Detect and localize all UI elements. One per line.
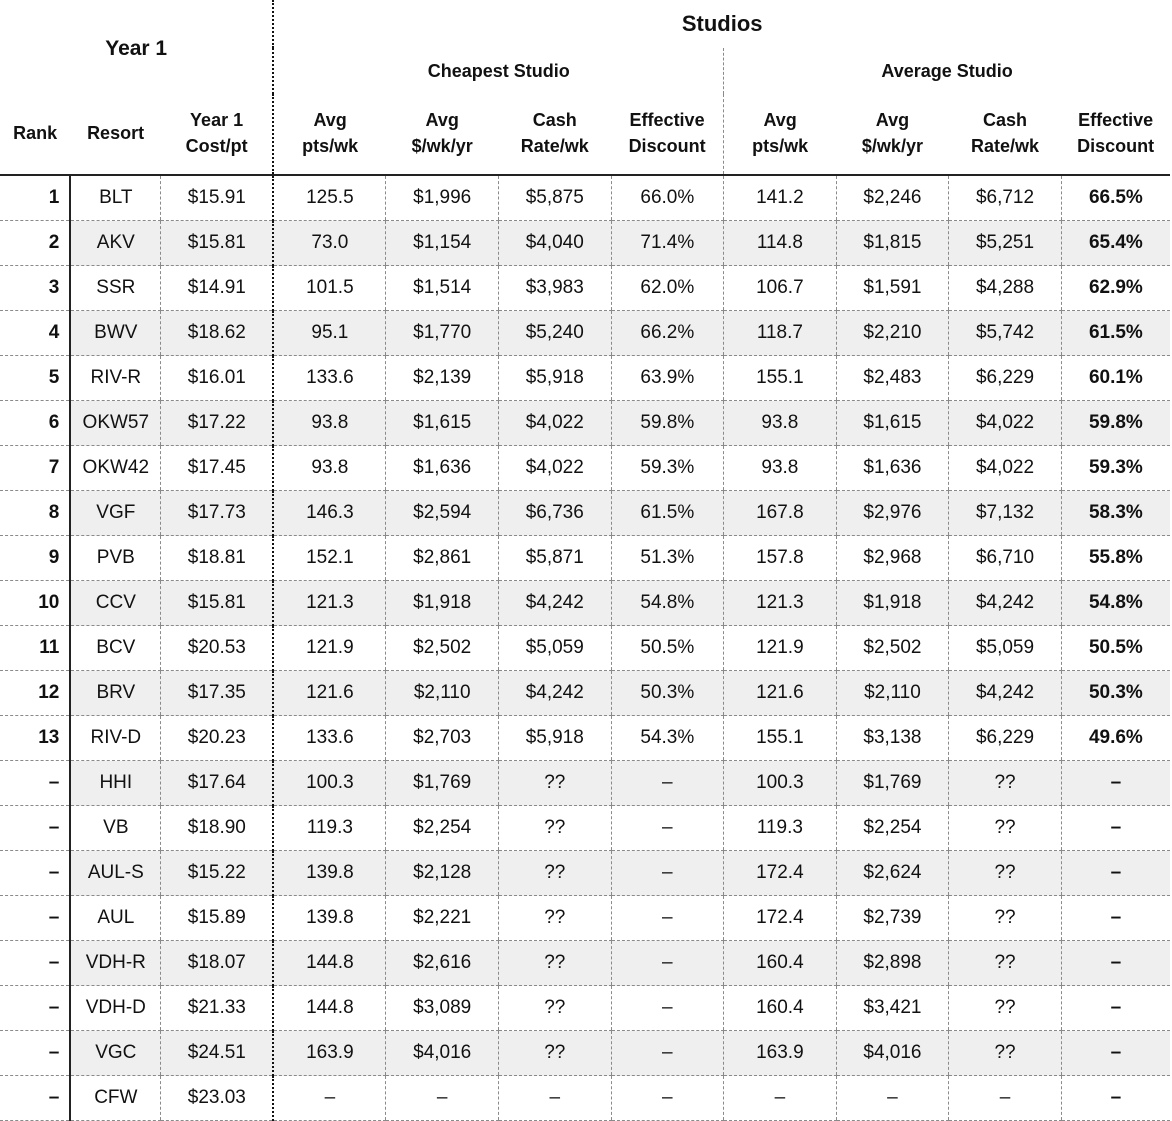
table-row [0, 671, 1170, 716]
cell-cost-per-point: $23.03 [161, 1076, 274, 1121]
cell-cheapest-dollar: $1,514 [386, 266, 499, 311]
cell-resort: VDH-D [70, 986, 160, 1031]
cell-rank: – [0, 986, 70, 1031]
cell-cheapest-discount: 50.3% [611, 671, 724, 716]
cell-cheapest-discount: 61.5% [611, 491, 724, 536]
cell-average-discount: 58.3% [1061, 491, 1170, 536]
table-row [0, 1076, 1170, 1121]
cell-average-pts: 121.3 [724, 581, 837, 626]
cell-cheapest-pts: 146.3 [273, 491, 386, 536]
header-line2: $/wk/yr [861, 136, 923, 156]
table-row [0, 175, 1170, 221]
cell-cheapest-discount: 62.0% [611, 266, 724, 311]
cell-cheapest-dollar: $1,770 [386, 311, 499, 356]
cell-cheapest-discount: 63.9% [611, 356, 724, 401]
cell-cheapest-pts: 95.1 [273, 311, 386, 356]
header-line1: Cash [983, 110, 1028, 130]
cell-cheapest-cash: $5,871 [498, 536, 611, 581]
header-line1: Avg [875, 110, 910, 130]
cell-cheapest-pts: 100.3 [273, 761, 386, 806]
cell-average-pts: 155.1 [724, 716, 837, 761]
cell-average-dollar: $3,138 [836, 716, 949, 761]
cell-cheapest-cash: $4,022 [498, 446, 611, 491]
cell-cost-per-point: $15.22 [161, 851, 274, 896]
cell-average-cash: $6,712 [949, 175, 1062, 221]
year-group-header: Year 1 [105, 37, 168, 60]
cell-average-cash: $5,059 [949, 626, 1062, 671]
col-header-average-dollar [836, 94, 949, 175]
cell-cheapest-cash: $5,918 [498, 356, 611, 401]
cell-cheapest-dollar: $4,016 [386, 1031, 499, 1076]
cell-resort: HHI [70, 761, 160, 806]
cell-cheapest-discount: 59.3% [611, 446, 724, 491]
cell-resort: RIV-D [70, 716, 160, 761]
cell-rank: 12 [0, 671, 70, 716]
cell-cost-per-point: $21.33 [161, 986, 274, 1031]
cell-average-dollar: $2,898 [836, 941, 949, 986]
cell-average-dollar: $1,815 [836, 221, 949, 266]
cell-cost-per-point: $15.81 [161, 221, 274, 266]
cell-cheapest-dollar: $2,703 [386, 716, 499, 761]
table-row [0, 536, 1170, 581]
cell-resort: VGF [70, 491, 160, 536]
cell-cheapest-dollar: $2,110 [386, 671, 499, 716]
cell-average-discount: – [1061, 986, 1170, 1031]
cell-cheapest-cash: ?? [498, 1031, 611, 1076]
cell-cheapest-discount: 50.5% [611, 626, 724, 671]
cell-average-dollar: $2,254 [836, 806, 949, 851]
cell-average-cash: ?? [949, 1031, 1062, 1076]
cell-cheapest-pts: 133.6 [273, 356, 386, 401]
table-row [0, 806, 1170, 851]
cell-cheapest-cash: ?? [498, 941, 611, 986]
cell-resort: BWV [70, 311, 160, 356]
cell-average-discount: 49.6% [1061, 716, 1170, 761]
cell-rank: – [0, 1031, 70, 1076]
cell-cheapest-dollar: $2,254 [386, 806, 499, 851]
cell-cheapest-discount: 66.0% [611, 175, 724, 221]
table-row [0, 851, 1170, 896]
cell-average-discount: 50.5% [1061, 626, 1170, 671]
cell-average-discount: 65.4% [1061, 221, 1170, 266]
cell-average-cash: ?? [949, 761, 1062, 806]
cell-resort: BCV [70, 626, 160, 671]
cell-average-cash: $4,288 [949, 266, 1062, 311]
cell-cheapest-discount: – [611, 1076, 724, 1121]
cell-cheapest-pts: 139.8 [273, 896, 386, 941]
cell-cheapest-dollar: $3,089 [386, 986, 499, 1031]
cell-cheapest-pts: 133.6 [273, 716, 386, 761]
header-line2: Rate/wk [520, 136, 589, 156]
header-line1: Effective [1078, 110, 1154, 130]
cell-average-pts: 121.6 [724, 671, 837, 716]
cell-resort: CFW [70, 1076, 160, 1121]
cell-rank: 8 [0, 491, 70, 536]
cell-cheapest-cash: ?? [498, 806, 611, 851]
table-row [0, 986, 1170, 1031]
cell-cheapest-discount: – [611, 761, 724, 806]
cell-cheapest-pts: 121.3 [273, 581, 386, 626]
cell-cheapest-discount: 54.8% [611, 581, 724, 626]
cell-resort: PVB [70, 536, 160, 581]
cell-cheapest-pts: 121.6 [273, 671, 386, 716]
cell-rank: 3 [0, 266, 70, 311]
table-row [0, 446, 1170, 491]
cell-cheapest-cash: $5,875 [498, 175, 611, 221]
cell-cheapest-pts: 119.3 [273, 806, 386, 851]
cell-average-pts: 119.3 [724, 806, 837, 851]
cell-cost-per-point: $17.64 [161, 761, 274, 806]
cell-average-pts: 160.4 [724, 986, 837, 1031]
cell-cheapest-dollar: $1,769 [386, 761, 499, 806]
cell-cheapest-cash: $4,242 [498, 581, 611, 626]
cell-average-dollar: $1,769 [836, 761, 949, 806]
cell-average-cash: $6,710 [949, 536, 1062, 581]
cell-average-cash: $4,242 [949, 581, 1062, 626]
cell-resort: OKW57 [70, 401, 160, 446]
cell-rank: 6 [0, 401, 70, 446]
cell-cheapest-dollar: $2,502 [386, 626, 499, 671]
cell-cost-per-point: $24.51 [161, 1031, 274, 1076]
cell-cheapest-discount: 59.8% [611, 401, 724, 446]
cell-rank: – [0, 896, 70, 941]
table-row [0, 896, 1170, 941]
cell-average-pts: 114.8 [724, 221, 837, 266]
cell-average-pts: 93.8 [724, 446, 837, 491]
cell-average-cash: ?? [949, 986, 1062, 1031]
cell-cost-per-point: $16.01 [161, 356, 274, 401]
cell-average-pts: 141.2 [724, 175, 837, 221]
cell-resort: VB [70, 806, 160, 851]
cell-average-dollar: $2,624 [836, 851, 949, 896]
cell-average-cash: $5,742 [949, 311, 1062, 356]
cell-resort: AUL [70, 896, 160, 941]
cell-average-discount: – [1061, 806, 1170, 851]
cell-average-pts: 163.9 [724, 1031, 837, 1076]
table-row [0, 761, 1170, 806]
cell-cheapest-dollar: $2,616 [386, 941, 499, 986]
cell-average-cash: $4,242 [949, 671, 1062, 716]
cell-cheapest-discount: 54.3% [611, 716, 724, 761]
cell-resort: AUL-S [70, 851, 160, 896]
cell-average-dollar: $1,615 [836, 401, 949, 446]
cell-average-pts: 155.1 [724, 356, 837, 401]
cell-cheapest-dollar: $2,594 [386, 491, 499, 536]
cell-cost-per-point: $20.23 [161, 716, 274, 761]
cell-average-dollar: $3,421 [836, 986, 949, 1031]
table-body [0, 175, 1170, 1121]
cell-rank: 11 [0, 626, 70, 671]
cell-resort: RIV-R [70, 356, 160, 401]
cell-average-discount: 59.8% [1061, 401, 1170, 446]
cell-rank: – [0, 851, 70, 896]
cell-average-dollar: $2,976 [836, 491, 949, 536]
cell-average-pts: 106.7 [724, 266, 837, 311]
cell-cheapest-discount: – [611, 941, 724, 986]
col-header-cheapest-dollar [386, 94, 499, 175]
cell-average-cash: ?? [949, 896, 1062, 941]
cell-cheapest-discount: – [611, 806, 724, 851]
table-row [0, 266, 1170, 311]
cell-average-discount: 61.5% [1061, 311, 1170, 356]
cell-average-dollar: – [836, 1076, 949, 1121]
header-line1: Cash [532, 110, 577, 130]
cell-cheapest-cash: – [498, 1076, 611, 1121]
cell-average-discount: – [1061, 1031, 1170, 1076]
cell-average-discount: – [1061, 941, 1170, 986]
col-header-cost-line1: Year 1 [190, 110, 244, 130]
cell-average-cash: $4,022 [949, 446, 1062, 491]
cell-average-pts: 172.4 [724, 896, 837, 941]
col-header-rank [0, 94, 70, 175]
cell-cheapest-discount: – [611, 986, 724, 1031]
cell-average-discount: – [1061, 1076, 1170, 1121]
cell-average-discount: 62.9% [1061, 266, 1170, 311]
cell-average-discount: 54.8% [1061, 581, 1170, 626]
table-row [0, 401, 1170, 446]
cell-average-discount: 60.1% [1061, 356, 1170, 401]
cell-cheapest-pts: 73.0 [273, 221, 386, 266]
cell-cheapest-dollar: $1,154 [386, 221, 499, 266]
cell-cheapest-discount: – [611, 896, 724, 941]
cell-average-dollar: $2,739 [836, 896, 949, 941]
table-row [0, 941, 1170, 986]
cell-resort: CCV [70, 581, 160, 626]
cell-cheapest-dollar: $1,615 [386, 401, 499, 446]
cell-average-dollar: $1,591 [836, 266, 949, 311]
table-row [0, 491, 1170, 536]
cell-cheapest-cash: $5,918 [498, 716, 611, 761]
cell-cheapest-dollar: – [386, 1076, 499, 1121]
table-row [0, 1031, 1170, 1076]
cell-average-dollar: $4,016 [836, 1031, 949, 1076]
cell-cheapest-dollar: $1,996 [386, 175, 499, 221]
cell-rank: 7 [0, 446, 70, 491]
cell-rank: 10 [0, 581, 70, 626]
cell-cheapest-pts: 144.8 [273, 941, 386, 986]
cell-cost-per-point: $20.53 [161, 626, 274, 671]
cell-resort: OKW42 [70, 446, 160, 491]
cell-cheapest-cash: $3,983 [498, 266, 611, 311]
cell-average-cash: $5,251 [949, 221, 1062, 266]
col-header-average-pts [724, 94, 837, 175]
table-row [0, 626, 1170, 671]
header-line1: Avg [763, 110, 797, 130]
cell-cheapest-dollar: $2,861 [386, 536, 499, 581]
cell-cheapest-discount: – [611, 1031, 724, 1076]
cell-rank: – [0, 1076, 70, 1121]
cell-cheapest-discount: 71.4% [611, 221, 724, 266]
cell-cost-per-point: $18.81 [161, 536, 274, 581]
cell-average-dollar: $2,110 [836, 671, 949, 716]
cell-resort: VGC [70, 1031, 160, 1076]
header-line1: Avg [425, 110, 459, 130]
header-line2: $/wk/yr [411, 136, 473, 156]
header-line1: Effective [629, 110, 705, 130]
cell-cheapest-discount: 51.3% [611, 536, 724, 581]
cell-average-discount: 66.5% [1061, 175, 1170, 221]
cell-average-dollar: $2,968 [836, 536, 949, 581]
cell-cheapest-pts: 163.9 [273, 1031, 386, 1076]
col-header-cheapest-cash [498, 94, 611, 175]
table-row [0, 716, 1170, 761]
col-header-average-cash [949, 94, 1062, 175]
header-line2: Discount [628, 136, 706, 156]
cheapest-studio-header: Cheapest Studio [273, 48, 723, 94]
cell-average-dollar: $2,246 [836, 175, 949, 221]
cell-cheapest-dollar: $1,918 [386, 581, 499, 626]
cell-resort: BRV [70, 671, 160, 716]
cell-cheapest-pts: 144.8 [273, 986, 386, 1031]
cell-average-discount: – [1061, 896, 1170, 941]
cell-average-cash: $6,229 [949, 356, 1062, 401]
cell-resort: AKV [70, 221, 160, 266]
cell-cheapest-dollar: $2,139 [386, 356, 499, 401]
cell-cost-per-point: $17.35 [161, 671, 274, 716]
cell-resort: SSR [70, 266, 160, 311]
col-header-average-discount [1061, 94, 1170, 175]
cell-cheapest-cash: $4,022 [498, 401, 611, 446]
cell-cheapest-pts: 152.1 [273, 536, 386, 581]
cell-average-cash: – [949, 1076, 1062, 1121]
col-header-rank-label: Rank [13, 123, 58, 143]
cell-average-pts: 157.8 [724, 536, 837, 581]
cell-cheapest-dollar: $2,128 [386, 851, 499, 896]
header-line1: Avg [313, 110, 347, 130]
cell-cost-per-point: $15.89 [161, 896, 274, 941]
header-line2: Rate/wk [971, 136, 1040, 156]
table-row [0, 356, 1170, 401]
cell-average-dollar: $1,918 [836, 581, 949, 626]
cell-cheapest-pts: 139.8 [273, 851, 386, 896]
cell-rank: 5 [0, 356, 70, 401]
cell-average-dollar: $2,502 [836, 626, 949, 671]
cell-average-dollar: $2,210 [836, 311, 949, 356]
cell-average-cash: $4,022 [949, 401, 1062, 446]
cell-average-pts: 118.7 [724, 311, 837, 356]
cell-cheapest-dollar: $1,636 [386, 446, 499, 491]
cell-average-dollar: $1,636 [836, 446, 949, 491]
cell-cheapest-pts: 101.5 [273, 266, 386, 311]
cell-cheapest-cash: ?? [498, 851, 611, 896]
cell-cheapest-cash: ?? [498, 761, 611, 806]
cell-cheapest-cash: $5,240 [498, 311, 611, 356]
col-header-cheapest-pts [273, 94, 386, 175]
cell-average-cash: $7,132 [949, 491, 1062, 536]
cell-cheapest-cash: ?? [498, 986, 611, 1031]
cell-cost-per-point: $17.22 [161, 401, 274, 446]
cell-rank: – [0, 941, 70, 986]
cell-cheapest-pts: 93.8 [273, 401, 386, 446]
cell-average-cash: ?? [949, 806, 1062, 851]
cell-cheapest-dollar: $2,221 [386, 896, 499, 941]
cell-average-pts: 100.3 [724, 761, 837, 806]
cell-cheapest-discount: 66.2% [611, 311, 724, 356]
cell-cheapest-pts: 93.8 [273, 446, 386, 491]
cell-cheapest-cash: ?? [498, 896, 611, 941]
cell-resort: VDH-R [70, 941, 160, 986]
cell-cost-per-point: $18.62 [161, 311, 274, 356]
cell-cost-per-point: $14.91 [161, 266, 274, 311]
cell-average-discount: – [1061, 851, 1170, 896]
studios-group-header: Studios [273, 0, 1170, 48]
cell-average-pts: – [724, 1076, 837, 1121]
cell-cost-per-point: $15.81 [161, 581, 274, 626]
cell-cheapest-cash: $6,736 [498, 491, 611, 536]
cell-average-discount: 59.3% [1061, 446, 1170, 491]
table-row [0, 581, 1170, 626]
cell-cheapest-cash: $4,242 [498, 671, 611, 716]
cell-cheapest-pts: 125.5 [273, 175, 386, 221]
cell-average-discount: – [1061, 761, 1170, 806]
cell-cost-per-point: $17.45 [161, 446, 274, 491]
cell-rank: 4 [0, 311, 70, 356]
cell-rank: 13 [0, 716, 70, 761]
cell-average-cash: $6,229 [949, 716, 1062, 761]
cell-cheapest-pts: 121.9 [273, 626, 386, 671]
cell-average-pts: 121.9 [724, 626, 837, 671]
cell-average-pts: 93.8 [724, 401, 837, 446]
col-header-cheapest-discount [611, 94, 724, 175]
cell-cheapest-pts: – [273, 1076, 386, 1121]
cell-average-dollar: $2,483 [836, 356, 949, 401]
cell-average-discount: 50.3% [1061, 671, 1170, 716]
cell-rank: 9 [0, 536, 70, 581]
cell-cost-per-point: $18.90 [161, 806, 274, 851]
cell-cheapest-discount: – [611, 851, 724, 896]
cell-rank: – [0, 806, 70, 851]
cell-cheapest-cash: $4,040 [498, 221, 611, 266]
cell-average-cash: ?? [949, 941, 1062, 986]
cell-average-pts: 172.4 [724, 851, 837, 896]
cell-average-pts: 167.8 [724, 491, 837, 536]
header-line2: Discount [1077, 136, 1155, 156]
cell-rank: – [0, 761, 70, 806]
col-header-resort [70, 94, 160, 175]
table-row [0, 311, 1170, 356]
header-line2: pts/wk [752, 136, 809, 156]
average-studio-header: Average Studio [724, 48, 1170, 94]
cell-cost-per-point: $17.73 [161, 491, 274, 536]
cell-rank: 1 [0, 175, 70, 221]
cell-average-discount: 55.8% [1061, 536, 1170, 581]
cell-average-pts: 160.4 [724, 941, 837, 986]
cell-cheapest-cash: $5,059 [498, 626, 611, 671]
header-line2: pts/wk [302, 136, 359, 156]
cell-rank: 2 [0, 221, 70, 266]
table-row [0, 221, 1170, 266]
col-header-cost-line2: Cost/pt [185, 136, 248, 156]
cell-cost-per-point: $18.07 [161, 941, 274, 986]
col-header-resort-label: Resort [87, 123, 145, 143]
cell-cost-per-point: $15.91 [161, 175, 274, 221]
cell-resort: BLT [70, 175, 160, 221]
col-header-cost [161, 94, 274, 175]
table-header [0, 0, 1170, 175]
cell-average-cash: ?? [949, 851, 1062, 896]
